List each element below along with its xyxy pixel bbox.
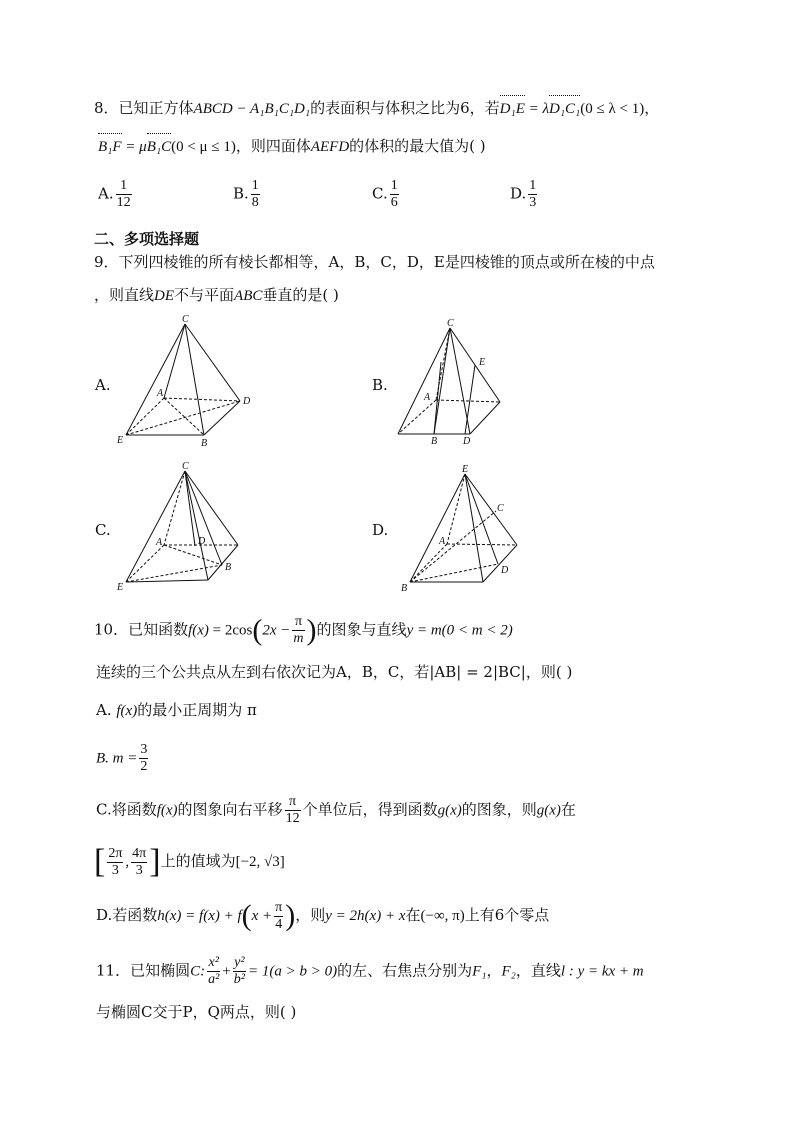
vertex-label: B [431,436,438,447]
hidden-edge [126,398,164,435]
section-title: 二、多项选择题 [94,230,200,248]
q8-option-c[interactable]: C. $\frac{1}{6}$ [372,178,398,210]
vertex-label: D [198,536,206,547]
edge [434,362,441,434]
vertex-label: E [117,435,124,446]
q11-line2: 与椭圆C交于P，Q两点，则( ) [96,1003,297,1021]
q8-line2: B₁F = μB₁C(0 < μ ≤ 1)，则四面体AEFD的体积的最大值为( ) [98,135,486,158]
q8-line1: 8．已知正方体ABCD − A₁B₁C₁D₁的表面积与体积之比为6，若D₁E = λD₁C₁(0 ≤ λ < 1)， [94,97,659,120]
hidden-edge [436,400,500,402]
fraction: $\frac{\pi}{m}$ [293,614,304,646]
q9-line1: 9．下列四棱锥的所有棱长都相等，A，B，C，D，E是四棱锥的顶点或所在棱的中点 [94,253,655,271]
q9-option-c-label[interactable]: C. [95,521,111,539]
vertex-label: A [439,536,446,547]
q9-option-b-label[interactable]: B. [372,376,388,394]
hidden-edge [410,564,498,582]
fraction: $\frac{3}{2}$ [140,742,148,774]
vertex-label: C [182,314,189,325]
hidden-edge [164,398,204,435]
vertex-label: B [225,562,232,573]
vertex-label: E [479,357,486,368]
vector-b1f: B₁F [98,136,122,158]
fraction: $\frac{\pi}{12}$ [285,794,300,826]
vector-d1c1: D₁C₁ [549,98,580,120]
vertex-label: A [424,392,431,403]
hidden-edge [164,545,222,565]
hidden-edge [410,544,447,582]
hidden-edge [164,398,240,401]
vertex-label: B [401,583,408,593]
fraction: $\frac{4\pi}{3}$ [132,845,147,878]
vertex-label: D [463,436,471,447]
fraction: $\frac{\text{x²}}{\text{a²}}$ [208,955,220,987]
vertex-label: B [201,438,208,447]
q10-option-c-line1[interactable]: C.将函数f(x)的图象向右平移 $\frac{\pi}{12}$ 个单位后，得到函数g(x)的图象，则g(x)在 [96,794,576,826]
pyramid-figure-c [112,458,252,593]
q10-option-b[interactable]: B. m = $\frac{3}{2}$ [96,742,148,774]
fraction: $\frac{1}{8}$ [251,178,259,210]
fraction: $\frac{\pi}{4}$ [275,899,283,932]
edge [465,474,498,564]
q10-line2: 连续的三个公共点从左到右依次记为A，B，C，若|AB| = 2|BC|，则( ) [96,663,573,681]
edge [465,365,475,434]
q10-line1: 10．已知函数f(x) = 2cos(2x − $\frac{\pi}{m}$ )的图象与直线y = m(0 < m < 2) [94,613,513,647]
q8-option-b[interactable]: B. $\frac{1}{8}$ [233,178,259,210]
edge [185,324,240,401]
q11-line1: 11．已知椭圆C: $\frac{\text{x²}}{\text{a²}}$ + $\frac{\text{y²}}{\text{b²}}$ = 1(a > b > 0)的左、右焦点分别为F₁，F₂，直线l : y = kx + m [96,955,644,987]
fraction: $\frac{1}{12}$ [116,178,131,210]
vertex-label: A [157,388,164,399]
q10-option-d[interactable]: D.若函数h(x) = f(x) + f(x + $\frac{\pi}{4}$ )，则y = 2h(x) + x在(−∞, π)上有6个零点 [96,899,550,932]
vertex-label: A [156,537,163,548]
q8-option-a[interactable]: A. $\frac{1}{12}$ [98,178,131,210]
edge [410,474,465,582]
vertex-label: C [182,461,189,472]
q9-line2: ，则直线DE不与平面ABC垂直的是( ) [94,286,339,304]
q10-option-c-line2: [ $\frac{2\pi}{3}$ , $\frac{4\pi}{3}$ ]上的值域为[−2, √3] [94,843,285,880]
hidden-edge [436,328,450,400]
vertex-label: C [447,318,454,329]
fraction: $\frac{1}{6}$ [390,178,398,210]
fraction: $\frac{1}{3}$ [529,178,537,210]
vertex-label: E [462,464,469,475]
fraction: $\frac{2\pi}{3}$ [108,845,123,878]
q9-option-a-label[interactable]: A. [95,376,111,394]
edge [185,324,204,435]
cube-name: ABCD − A₁B₁C₁D₁ [193,101,311,117]
edge [164,324,185,398]
vertex-label: D [243,396,251,407]
pyramid-figure-d [390,458,530,593]
edge [465,474,483,582]
hidden-edge [398,400,436,434]
vector-d1e: D₁E [500,98,525,120]
hidden-edge [164,471,185,545]
fraction: $\frac{\text{y²}}{\text{b²}}$ [233,955,245,987]
q10-option-a[interactable]: A. f(x)的最小正周期为 π [96,701,257,719]
edge [126,471,185,582]
vertex-label: E [117,582,124,593]
edge [208,545,238,580]
pyramid-figure-b [390,312,515,447]
vertex-label: D [501,565,509,576]
pyramid-figure-a [112,312,262,447]
edge [185,471,222,565]
edge [465,474,517,545]
vector-b1c: B₁C [147,136,171,158]
q8-option-d[interactable]: D. $\frac{1}{3}$ [510,178,537,210]
hidden-edge [126,401,240,435]
edge [483,545,517,582]
hidden-edge [410,511,496,582]
q9-option-d-label[interactable]: D. [372,521,389,539]
hidden-edge [447,544,517,545]
hidden-edge [447,474,465,544]
edge [126,324,185,435]
edge [470,402,500,434]
vertex-label: C [497,503,504,514]
